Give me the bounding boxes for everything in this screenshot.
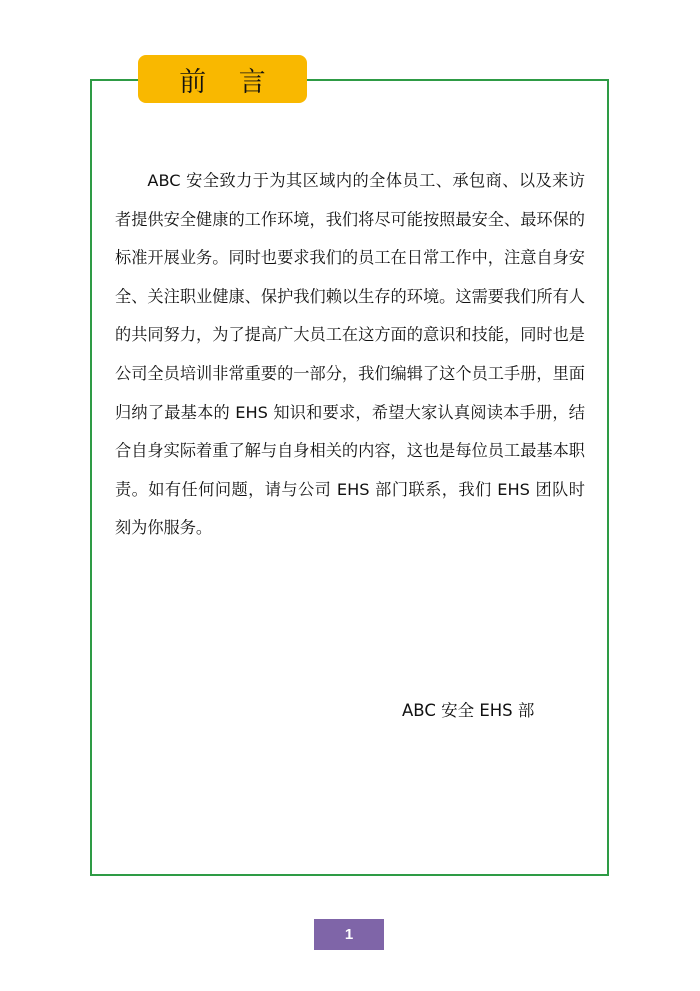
preface-body: ABC 安全致力于为其区域内的全体员工、承包商、以及来访者提供安全健康的工作环境，我们将尽可能按照最安全、最环保的标准开展业务。同时也要求我们的员工在日常工作中，注意自身安全、关注职业健康、保护我们赖以生存的环境。这需要我们所有人的共同努力，为了提高广大员工在这方面的意识和技能，同时也是公司全员培训非常重要的一部分，我们编辑了这个员工手册，里面归纳了最基本的 EHS 知识和要求，希望大家认真阅读本手册，结合自身实际着重了解与自身相关的内容，这也是每位员工最基本职责。如有任何问题，请与公司 EHS 部门联系，我们 EHS 团队时刻为你服务。	[115, 171, 585, 538]
signature: ABC 安全 EHS 部	[402, 701, 535, 720]
page-number: 1	[314, 919, 384, 950]
page-title: 前 言	[138, 55, 307, 103]
